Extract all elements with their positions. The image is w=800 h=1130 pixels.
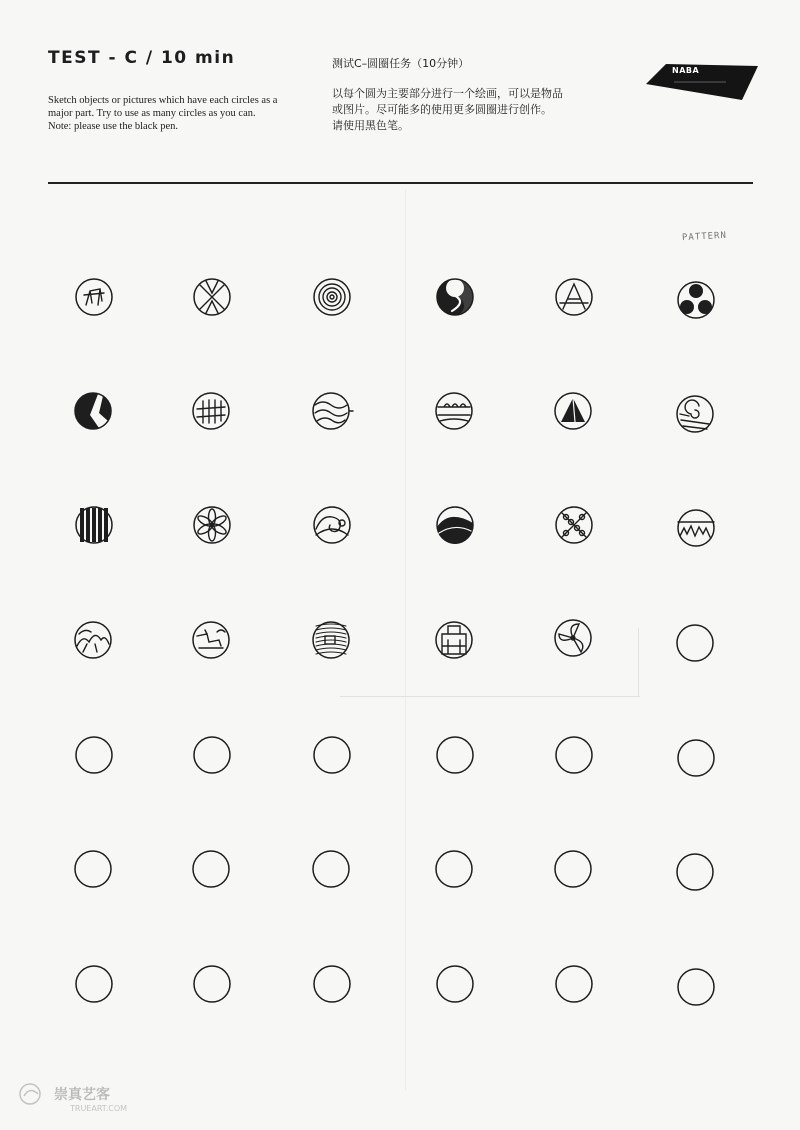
circle-cell — [193, 393, 229, 429]
circle-cell — [436, 622, 472, 658]
circle-cell — [194, 966, 230, 1002]
sketch-letter-a — [560, 284, 588, 309]
circle-outline — [314, 966, 350, 1002]
circle-cell — [313, 393, 353, 429]
circle-cell — [556, 279, 592, 315]
instruction-line: Note: please use the black pen. — [48, 121, 179, 132]
circle-cell — [314, 966, 350, 1002]
handwritten-annotation: PATTERN — [681, 230, 728, 244]
sketch-mountain-skyline — [678, 522, 714, 537]
circle-cell — [314, 507, 350, 543]
sketch-bridge — [438, 404, 470, 421]
sketch-fence — [197, 400, 225, 423]
circle-outline — [314, 737, 350, 773]
sketch-hatched-hills — [437, 513, 473, 544]
circle-cell — [678, 510, 714, 546]
circle-cell — [194, 507, 230, 543]
circle-cell — [313, 851, 349, 887]
circle-outline — [76, 279, 112, 315]
circle-outline — [194, 737, 230, 773]
instruction-line-cn: 请使用黑色笔。 — [332, 119, 409, 132]
circle-cell — [436, 851, 472, 887]
sketch-dense-pattern — [316, 624, 346, 654]
watermark-brand: 崇真艺客 — [54, 1087, 110, 1103]
circle-cell — [678, 969, 714, 1005]
circle-outline — [678, 740, 714, 776]
circle-cell — [556, 507, 592, 543]
watermark — [18, 1082, 128, 1113]
circle-cell — [555, 393, 591, 429]
circle-outline — [76, 966, 112, 1002]
circle-cell — [437, 507, 473, 544]
logo-text: NABA — [672, 66, 700, 75]
circle-outline — [193, 851, 229, 887]
sketch-chain-links — [562, 513, 586, 537]
circle-cell — [555, 620, 591, 656]
circle-cell — [437, 966, 473, 1002]
sketch-chair-sketch — [84, 289, 104, 305]
circle-cell — [677, 625, 713, 661]
instruction-line-cn: 或图片。尽可能多的使用更多圆圈进行创作。 — [332, 103, 552, 116]
watermark-logo-icon — [18, 1082, 48, 1106]
circle-cell — [194, 737, 230, 773]
circle-outline — [313, 851, 349, 887]
instruction-line-cn: 以每个圆为主要部分进行一个绘画，可以是物品 — [332, 87, 563, 100]
sketch-flower — [196, 509, 227, 541]
test-title: TEST - C / 10 min — [48, 48, 236, 68]
circle-cell — [193, 851, 229, 887]
circle-outline — [556, 966, 592, 1002]
circle-cell — [678, 740, 714, 776]
sketch-landscape — [77, 630, 109, 652]
circle-cell — [678, 282, 714, 318]
circle-outline — [556, 737, 592, 773]
circle-outline — [193, 622, 229, 658]
circle-cell — [556, 737, 592, 773]
circle-outline — [677, 625, 713, 661]
circle-outline — [436, 393, 472, 429]
circle-outline — [193, 393, 229, 429]
sketch-fan-blades — [559, 624, 583, 652]
circle-outline — [555, 851, 591, 887]
circle-cell — [76, 737, 112, 773]
circle-cell — [437, 737, 473, 773]
circle-outline — [76, 737, 112, 773]
circle-cell — [313, 622, 349, 658]
circle-cell — [314, 737, 350, 773]
sketch-concentric-rings — [319, 284, 345, 310]
circle-cell — [76, 966, 112, 1002]
circle-cell — [194, 279, 230, 315]
circle-cell — [193, 622, 229, 658]
sketch-triangle — [561, 398, 585, 422]
circle-cell — [677, 396, 713, 432]
sketch-animal-scene — [197, 630, 225, 648]
circle-cell — [437, 279, 473, 315]
circle-outline — [75, 851, 111, 887]
circle-cell — [76, 507, 112, 543]
circle-outline — [437, 737, 473, 773]
circle-cell — [555, 851, 591, 887]
circle-outline — [436, 851, 472, 887]
circle-outline — [437, 966, 473, 1002]
sketch-three-dots — [680, 284, 712, 314]
circle-outline — [678, 969, 714, 1005]
sketch-crossed-lines — [200, 281, 224, 313]
circle-outline — [677, 854, 713, 890]
circle-cell — [436, 393, 472, 429]
sketch-yin-yang-s-curve — [437, 279, 473, 315]
circle-outline — [194, 966, 230, 1002]
circle-cell — [75, 851, 111, 887]
circle-cell — [314, 279, 350, 315]
test-title-cn: 测试C–圆圈任务（10分钟） — [332, 57, 470, 70]
circle-cell — [75, 622, 111, 658]
circle-cell — [75, 393, 111, 429]
instruction-line: major part. Try to use as many circles as you can. — [48, 108, 256, 119]
circle-cell — [677, 854, 713, 890]
sketch-building — [442, 626, 466, 654]
circle-cell — [556, 966, 592, 1002]
instruction-line: Sketch objects or pictures which have each circles as a — [48, 95, 278, 106]
watermark-domain: TRUEART.COM — [70, 1104, 128, 1113]
sketch-swirl — [316, 517, 348, 535]
sketch-vertical-stripes — [80, 508, 108, 542]
circle-cell — [76, 279, 112, 315]
sketch-spiral-lines — [680, 400, 709, 429]
